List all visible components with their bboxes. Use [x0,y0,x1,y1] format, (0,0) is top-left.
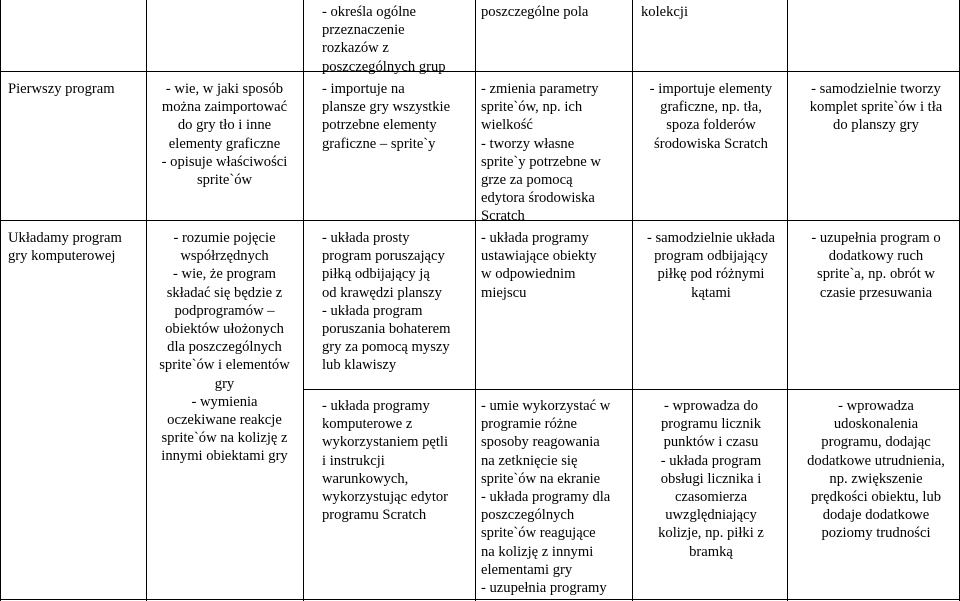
cell-level4-game-program-a: - samodzielnie układa program odbijający piłkę pod różnymi kątami [646,230,776,301]
row-divider-header [0,71,960,72]
cell-header-goals: - określa ogólne przeznaczenie rozkazów z poszczególnych grup [322,4,446,75]
cell-level5-first-program: - samodzielnie tworzy komplet sprite`ów i tła do planszy gry [809,81,943,134]
column-divider-3 [475,0,476,601]
cell-level3-game-program-b: - umie wykorzystać w programie różne sposoby reagowania na zetknięcie się sprite`ów na ekranie - układa programy dla poszczególnych sprite`ów reagujące na kolizję z innymi elementami gry - uzupełnia programy [481,398,611,597]
row-divider-inner [303,389,960,390]
cell-level1-first-program: - wie, w jaki sposób można zaimportować do gry tło i inne elementy graficzne - opisuje właściwości sprite`ów [161,81,288,189]
table-border-left [0,0,1,601]
row-divider-rows [0,220,960,221]
cell-level2-game-program-b: - układa programy komputerowe z wykorzystaniem pętli i instrukcji warunkowych, wykorzystując edytor programu Scratch [322,398,449,524]
cell-level2-game-program-a: - układa prosty program poruszający piłką odbijający ją od krawędzi planszy - układa program poruszania bohaterem gry za pomocą myszy lub klawiszy [322,230,451,374]
column-divider-5 [787,0,788,601]
cell-level3-first-program: - zmienia parametry sprite`ów, np. ich wielkość - tworzy własne sprite`y potrzebne w grze za pomocą edytora środowiska Scratch [481,81,601,225]
cell-level1-game-program: - rozumie pojęcie współrzędnych - wie, że program składać się będzie z podprogramów – obiektów ułożonych dla poszczególnych sprite`ów i elementów gry - wymienia oczekiwane reakcje sprite`ów na kolizję z innymi obiektami gry [159,230,290,465]
cell-level3-game-program-a: - układa programy ustawiające obiekty w odpowiednim miejscu [481,230,597,301]
cell-level4-first-program: - importuje elementy graficzne, np. tła, spoza folderów środowiska Scratch [649,81,773,152]
cell-topic-first-program: Pierwszy program [8,81,115,97]
cell-header-collection: kolekcji [641,4,689,20]
column-divider-1 [146,0,147,601]
cell-level5-game-program-b: - wprowadza udoskonalenia programu, dodając dodatkowe utrudnienia, np. zwiększenie prędkości obiektu, lub dodaje dodatkowe poziomy trudności [807,398,945,542]
column-divider-2 [303,0,304,601]
cell-level5-game-program-a: - uzupełnia program o dodatkowy ruch sprite`a, np. obrót w czasie przesuwania [811,230,941,301]
cell-header-fields: poszczególne pola [481,4,589,20]
cell-topic-game-program: Układamy program gry komputerowej [8,230,122,265]
column-divider-4 [632,0,633,601]
cell-level2-first-program: - importuje na plansze gry wszystkie potrzebne elementy graficzne – sprite`y [322,81,451,152]
cell-level4-game-program-b: - wprowadza do programu licznik punktów i czasu - układa program obsługi licznika i czasomierza uwzględniający kolizje, np. piłki z bramką [658,398,764,560]
table-border-bottom [0,599,960,600]
